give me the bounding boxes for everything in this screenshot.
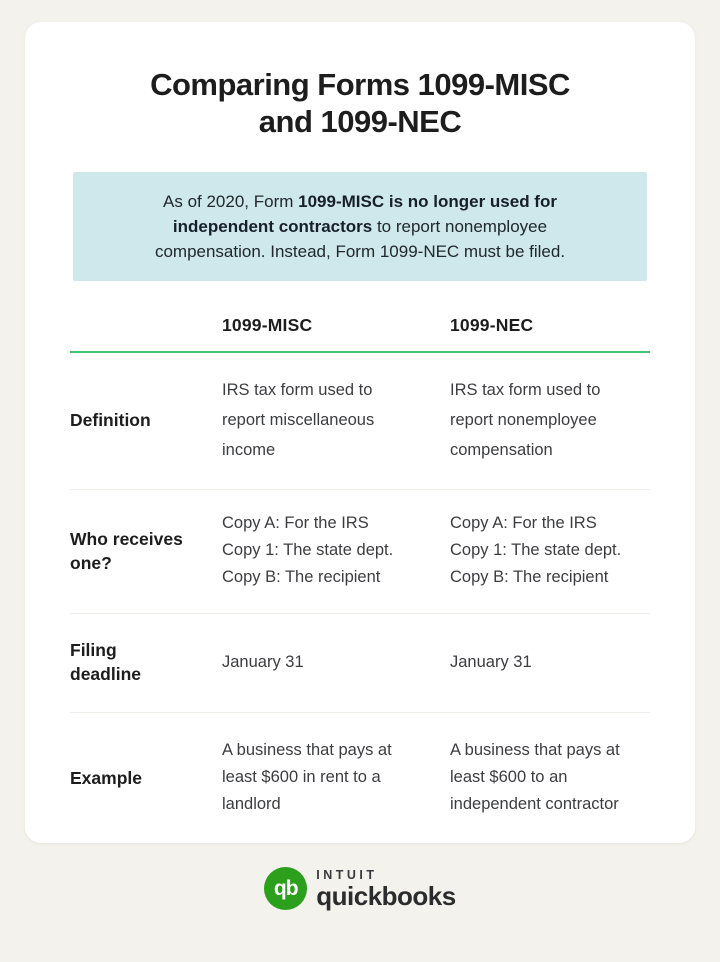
deadline-nec-cell: January 31 [450,652,532,671]
comparison-table [70,303,650,848]
misc-copy-1-line: Copy 1: The state dept. [222,541,394,559]
definition-misc-cell: IRS tax form used to report miscellaneous income [222,381,375,459]
infographic-card [25,22,695,843]
callout-note [73,172,647,281]
nec-copy-1-line: Copy 1: The state dept. [450,541,622,559]
misc-copy-b-line: Copy B: The recipient [222,568,381,586]
misc-copy-a-line: Copy A: For the IRS [222,514,369,532]
table-header-row [70,303,650,353]
table-row [70,713,650,848]
row-label-example: Example [70,767,142,788]
example-misc-cell: A business that pays at least $600 in rent to a landlord [222,741,392,813]
intuit-wordmark: INTUIT [316,867,378,882]
page-title [25,22,695,140]
note-part-2: to report nonemployee compensation. Instead, Form 1099-NEC must be filed. [154,217,566,261]
nec-copy-a-line: Copy A: For the IRS [450,514,597,532]
table-row [70,353,650,490]
quickbooks-logo-icon [264,867,307,910]
who-receives-nec-cell [450,510,650,591]
row-label-definition: Definition [70,410,151,430]
column-header-1099-nec: 1099-NEC [450,315,534,335]
definition-nec-cell: IRS tax form used to report nonemployee compensation [450,381,601,459]
note-part-1: As of 2020, Form [163,192,299,211]
nec-copy-b-line: Copy B: The recipient [450,568,609,586]
title-line-2: and 1099-NEC [258,104,462,139]
callout-note-text [140,189,580,264]
who-receives-misc-cell [222,510,450,591]
title-line-1: Comparing Forms 1099-MISC [150,67,570,102]
brand-wordmark [316,868,455,910]
table-row [70,490,650,614]
table-row [70,614,650,713]
qb-monogram: qb [273,876,298,900]
column-header-1099-misc: 1099-MISC [222,315,313,335]
quickbooks-wordmark: quickbooks [316,880,456,911]
brand-footer [0,867,720,910]
deadline-misc-cell: January 31 [222,652,304,671]
example-nec-cell: A business that pays at least $600 to an independent contractor [450,741,620,813]
note-bold-part: 1099-MISC is no longer used for independent contractors [172,192,557,236]
row-label-filing-deadline: Filing deadline [70,640,141,684]
row-label-who-receives: Who receives one? [70,528,183,573]
